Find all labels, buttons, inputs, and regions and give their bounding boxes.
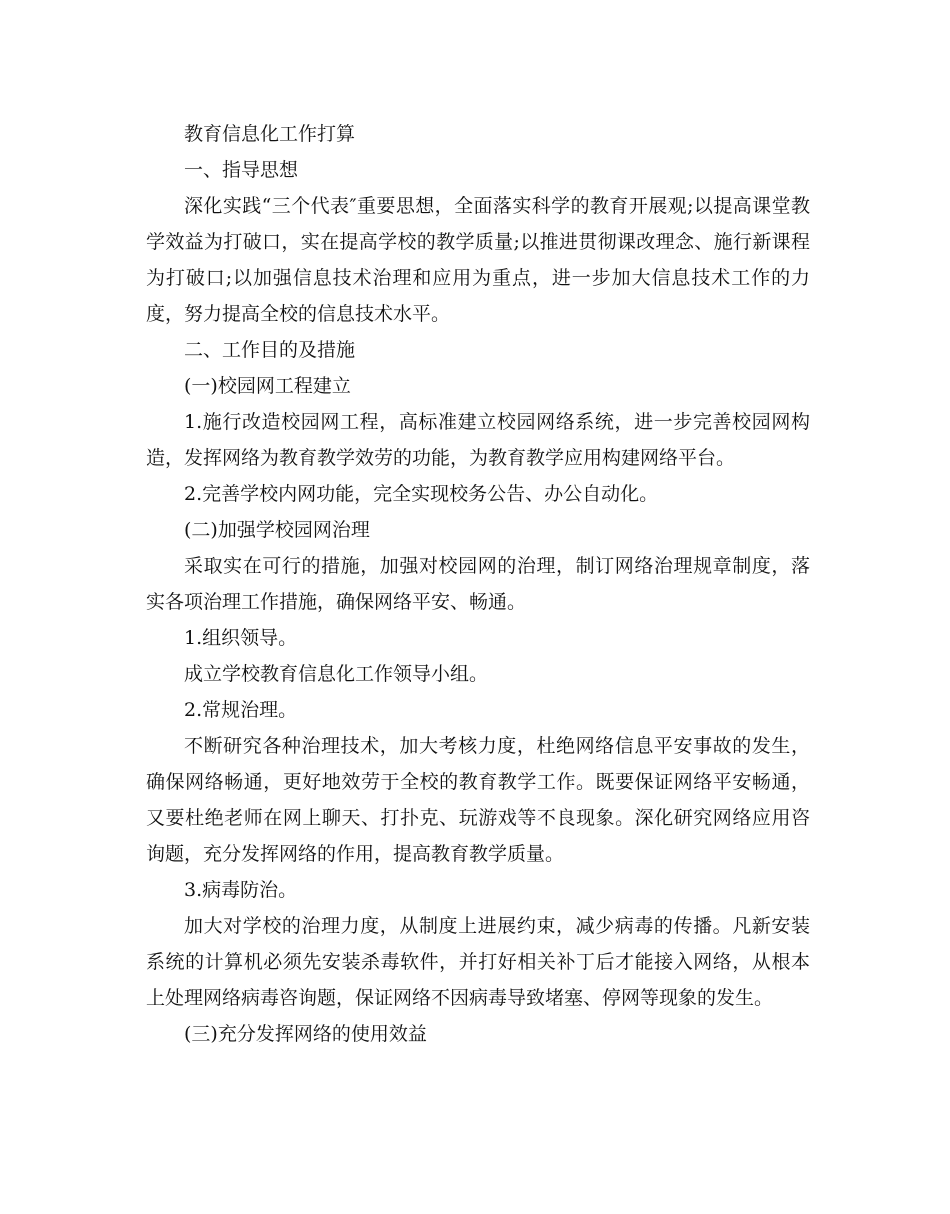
body-paragraph: 加大对学校的治理力度，从制度上进展约束，减少病毒的传播。凡新安装系统的计算机必须先安装杀毒软件，并打好相关补丁后才能接入网络，从根本上处理网络病毒咨询题，保证网络不因病毒导致堵塞、停网等现象的发生。 (146, 915, 810, 1009)
item-heading-virus-prevention: 3.病毒防治。 (184, 879, 298, 901)
item-heading-routine-management: 2.常规治理。 (184, 699, 298, 721)
body-paragraph: 1.施行改造校园网工程，高标准建立校园网络系统，进一步完善校园网构造，发挥网络为教育教学效劳的功能，为教育教学应用构建网络平台。 (146, 411, 810, 469)
subsection-heading-network-management: (二)加强学校园网治理 (184, 519, 370, 541)
body-paragraph: 不断研究各种治理技术，加大考核力度，杜绝网络信息平安事故的发生，确保网络畅通，更好地效劳于全校的教育教学工作。既要保证网络平安畅通，又要杜绝老师在网上聊天、打扑克、玩游戏等不良现象。深化研究网络应用咨询题，充分发挥网络的作用，提高教育教学质量。 (146, 735, 810, 865)
subsection-heading-campus-network-project: (一)校园网工程建立 (184, 375, 351, 397)
subsection-heading-network-benefits: (三)充分发挥网络的使用效益 (184, 1023, 427, 1045)
body-paragraph: 2.完善学校内网功能，完全实现校务公告、办公自动化。 (184, 483, 659, 505)
document-body (146, 116, 810, 1052)
section-heading-guiding-ideology: 一、指导思想 (184, 159, 299, 181)
body-paragraph: 采取实在可行的措施，加强对校园网的治理，制订网络治理规章制度，落实各项治理工作措施，确保网络平安、畅通。 (146, 555, 810, 613)
body-paragraph: 深化实践“三个代表″重要思想，全面落实科学的教育开展观;以提高课堂教学效益为打破口，实在提高学校的教学质量;以推进贯彻课改理念、施行新课程为打破口;以加强信息技术治理和应用为重点，进一步加大信息技术工作的力度，努力提高全校的信息技术水平。 (146, 195, 810, 325)
section-heading-goals-measures: 二、工作目的及措施 (184, 339, 356, 361)
body-paragraph: 成立学校教育信息化工作领导小组。 (184, 663, 489, 685)
document-title: 教育信息化工作打算 (184, 123, 356, 145)
item-heading-organization: 1.组织领导。 (184, 627, 298, 649)
